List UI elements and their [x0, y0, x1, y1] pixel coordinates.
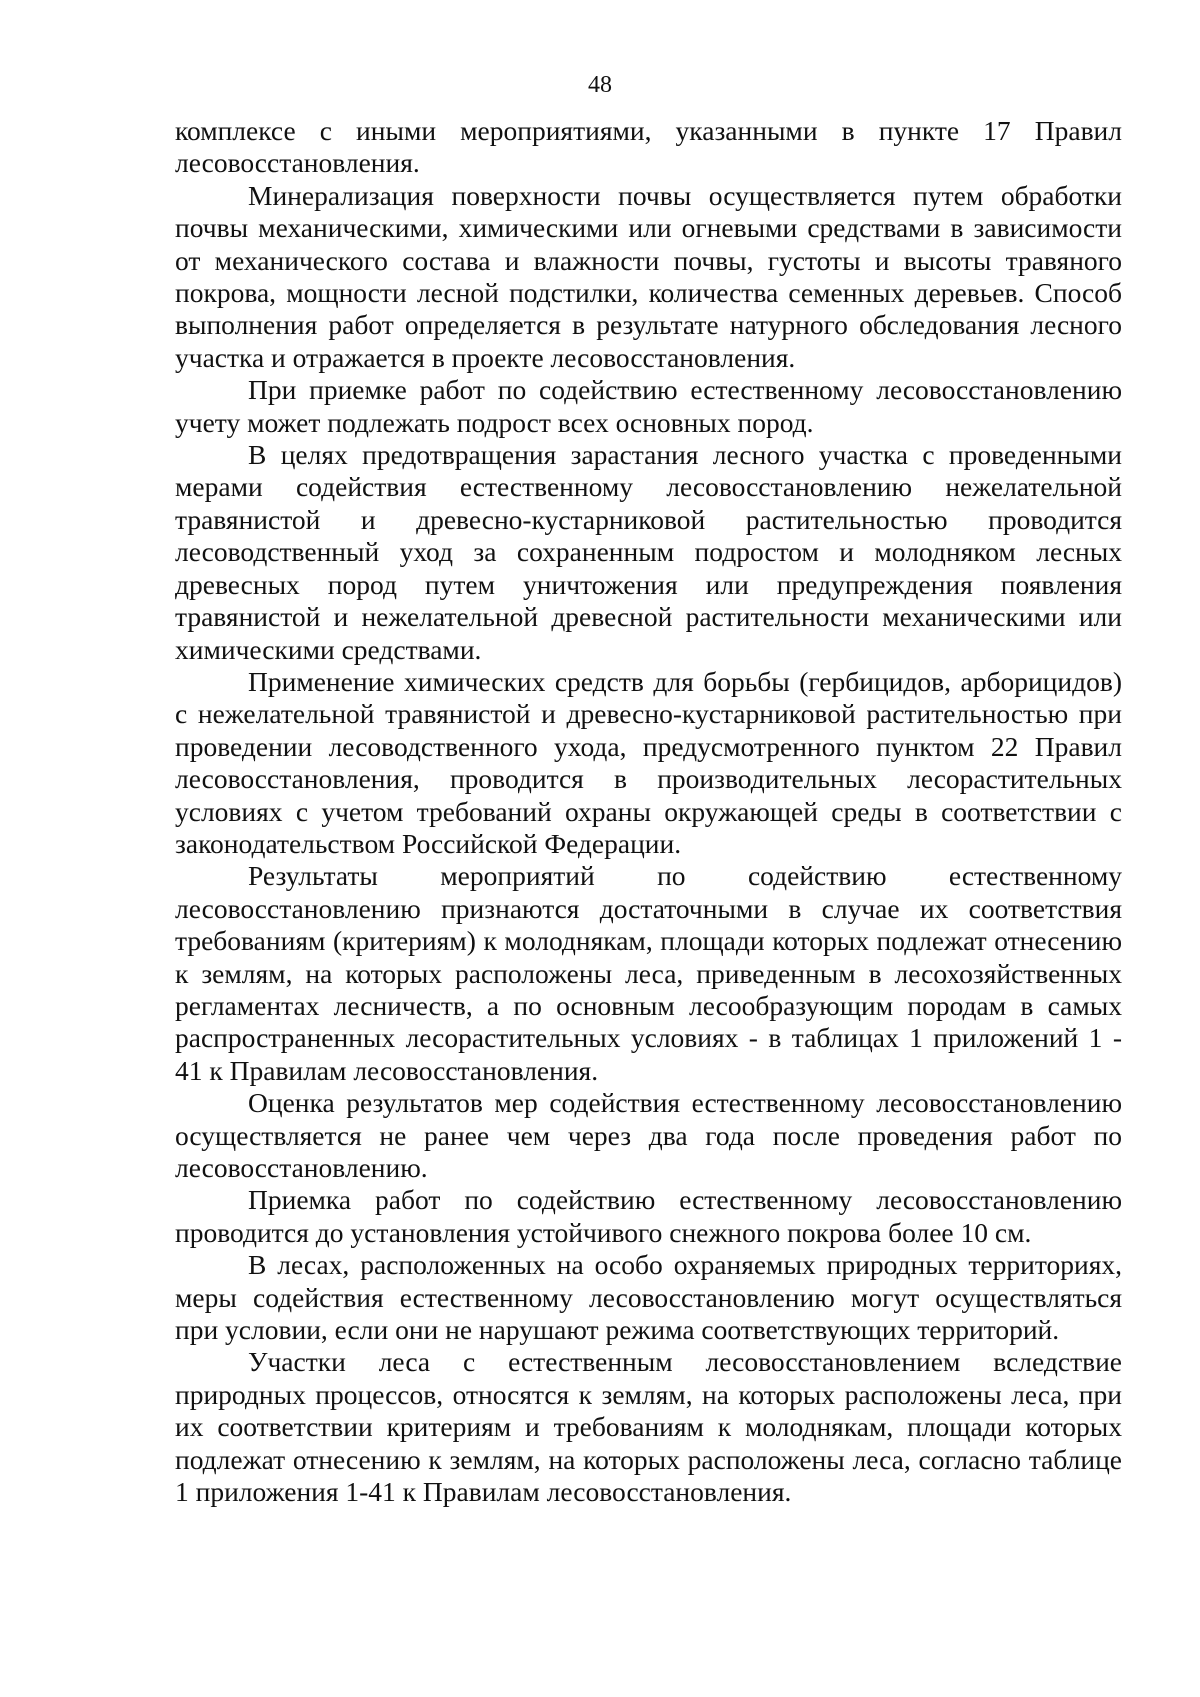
page-number: 48 — [588, 72, 612, 98]
paragraph-results-evaluation: Оценка результатов мер содействия естественному лесовосстановлению осуществляется не ранее чем через два года после проведения работ по лесовосстановлению. — [175, 1087, 1122, 1183]
paragraph-continuation: комплексе с иными мероприятиями, указанными в пункте 17 Правил лесовосстановления. — [175, 115, 1122, 179]
paragraph-results-criteria: Результаты мероприятий по содействию естественному лесовосстановлению признаются достаточными в случае их соответствия требованиям (критериям) к молоднякам, площади которых подлежат отнесению к землям, на которых расположены леса, приведенным в лесохозяйственных регламентах лесничеств, а по основным лесообразующим породам в самых распространенных лесорастительных условиях - в таблицах 1 приложений 1 - 41 к Правилам лесовосстановления. — [175, 860, 1122, 1086]
paragraph-chemical-means: Применение химических средств для борьбы (гербицидов, арборицидов) с нежелательной травянистой и древесно-кустарниковой растительностью при проведении лесоводственного ухода, предусмотренного пунктом 22 Правил лесовосстановления, проводится в производительных лесорастительных условиях с учетом требований охраны окружающей среды в соответствии с законодательством Российской Федерации. — [175, 665, 1122, 859]
paragraph-natural-regeneration: Участки леса с естественным лесовосстановлением вследствие природных процессов, относятся к землям, на которых расположены леса, при их соответствии критериям и требованиям к молоднякам, площади которых подлежат отнесению к землям, на которых расположены леса, согласно таблице 1 приложения 1-41 к Правилам лесовосстановления. — [175, 1346, 1122, 1508]
document-body — [175, 115, 1122, 1508]
paragraph-acceptance-undergrowth: При приемке работ по содействию естественному лесовосстановлению учету может подлежать подрост всех основных пород. — [175, 374, 1122, 438]
paragraph-acceptance-timing: Приемка работ по содействию естественному лесовосстановлению проводится до установления устойчивого снежного покрова более 10 см. — [175, 1184, 1122, 1248]
paragraph-protected-areas: В лесах, расположенных на особо охраняемых природных территориях, меры содействия естественному лесовосстановлению могут осуществляться при условии, если они не нарушают режима соответствующих территорий. — [175, 1249, 1122, 1346]
paragraph-overgrowth-prevention: В целях предотвращения зарастания лесного участка с проведенными мерами содействия естественному лесовосстановлению нежелательной травянистой и древесно-кустарниковой растительностью проводится лесоводственный уход за сохраненным подростом и молодняком лесных древесных пород путем уничтожения или предупреждения появления травянистой и нежелательной древесной растительности механическими или химическими средствами. — [175, 439, 1122, 665]
paragraph-soil-mineralization: Минерализация поверхности почвы осуществляется путем обработки почвы механическими, химическими или огневыми средствами в зависимости от механического состава и влажности почвы, густоты и высоты травяного покрова, мощности лесной подстилки, количества семенных деревьев. Способ выполнения работ определяется в результате натурного обследования лесного участка и отражается в проекте лесовосстановления. — [175, 179, 1122, 373]
